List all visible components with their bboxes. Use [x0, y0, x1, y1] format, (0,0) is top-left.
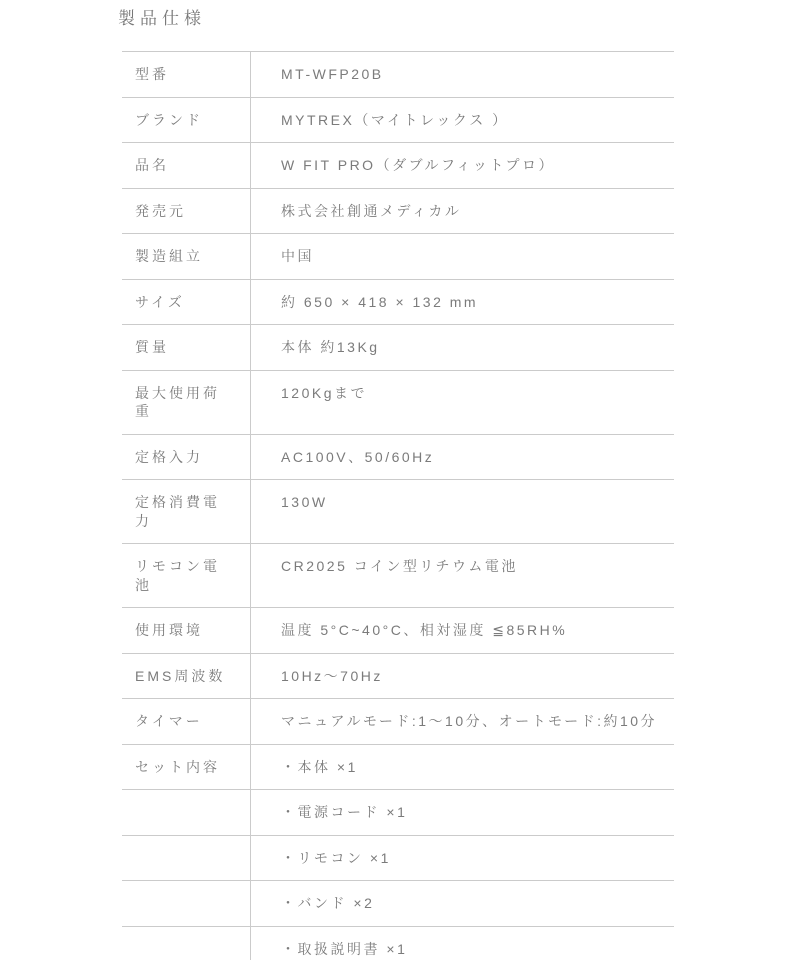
- spec-label: セット内容: [135, 758, 220, 775]
- spec-row: [122, 435, 674, 481]
- spec-value: 中国: [250, 234, 674, 279]
- spec-label: タイマー: [135, 713, 203, 729]
- spec-row: [122, 927, 674, 960]
- spec-row: [122, 836, 674, 882]
- spec-label: 型番: [135, 66, 169, 82]
- spec-label: [122, 790, 250, 835]
- spec-row: [122, 745, 674, 791]
- spec-value: ・本体 ×1: [250, 745, 674, 790]
- spec-row: [122, 480, 674, 544]
- spec-row: [122, 654, 674, 700]
- spec-value: マニュアルモード:1〜10分、オートモード:約10分: [250, 699, 674, 744]
- spec-row: [122, 544, 674, 608]
- spec-value: ・電源コード ×1: [250, 790, 674, 835]
- page-title: 製品仕様: [118, 9, 206, 28]
- spec-label: リモコン電池: [135, 558, 220, 593]
- spec-value: W FIT PRO（ダブルフィットプロ）: [250, 143, 674, 188]
- spec-label: 定格消費電力: [135, 494, 220, 529]
- spec-label: 定格入力: [135, 448, 203, 465]
- spec-label: 製造組立: [135, 248, 203, 264]
- spec-label: 発売元: [135, 202, 186, 219]
- spec-value: 株式会社創通メディカル: [250, 189, 674, 234]
- spec-label: [122, 881, 250, 926]
- spec-value: 温度 5°C~40°C、相対湿度 ≦85RH%: [250, 608, 674, 653]
- spec-row: [122, 189, 674, 235]
- spec-label: 質量: [135, 339, 169, 355]
- spec-value: ・リモコン ×1: [250, 836, 674, 881]
- spec-value: ・バンド ×2: [250, 881, 674, 926]
- spec-value: 120Kgまで: [250, 371, 674, 434]
- spec-label: 品名: [135, 157, 169, 173]
- spec-value: CR2025 コイン型リチウム電池: [250, 544, 674, 607]
- spec-value: 約 650 × 418 × 132 mm: [250, 280, 674, 325]
- spec-row: [122, 371, 674, 435]
- spec-label: 使用環境: [135, 622, 203, 638]
- spec-row: [122, 608, 674, 654]
- spec-row: [122, 699, 674, 745]
- spec-row: [122, 98, 674, 144]
- spec-label: [122, 836, 250, 881]
- spec-row: [122, 234, 674, 280]
- spec-table: [122, 51, 674, 960]
- spec-value: MT-WFP20B: [250, 52, 674, 97]
- spec-row: [122, 790, 674, 836]
- spec-row: [122, 280, 674, 326]
- spec-label: サイズ: [135, 293, 185, 310]
- spec-value: MYTREX（マイトレックス ）: [250, 98, 674, 143]
- spec-value: AC100V、50/60Hz: [250, 435, 674, 480]
- spec-row: [122, 325, 674, 371]
- spec-value: 10Hz〜70Hz: [250, 654, 674, 699]
- spec-label: EMS周波数: [135, 667, 226, 684]
- spec-label: ブランド: [135, 111, 203, 128]
- spec-row: [122, 143, 674, 189]
- spec-label: 最大使用荷重: [135, 384, 220, 419]
- spec-label: [122, 927, 250, 960]
- spec-row: [122, 52, 674, 98]
- spec-row: [122, 881, 674, 927]
- spec-value: ・取扱説明書 ×1: [250, 927, 674, 960]
- spec-value: 本体 約13Kg: [250, 325, 674, 370]
- spec-value: 130W: [250, 480, 674, 543]
